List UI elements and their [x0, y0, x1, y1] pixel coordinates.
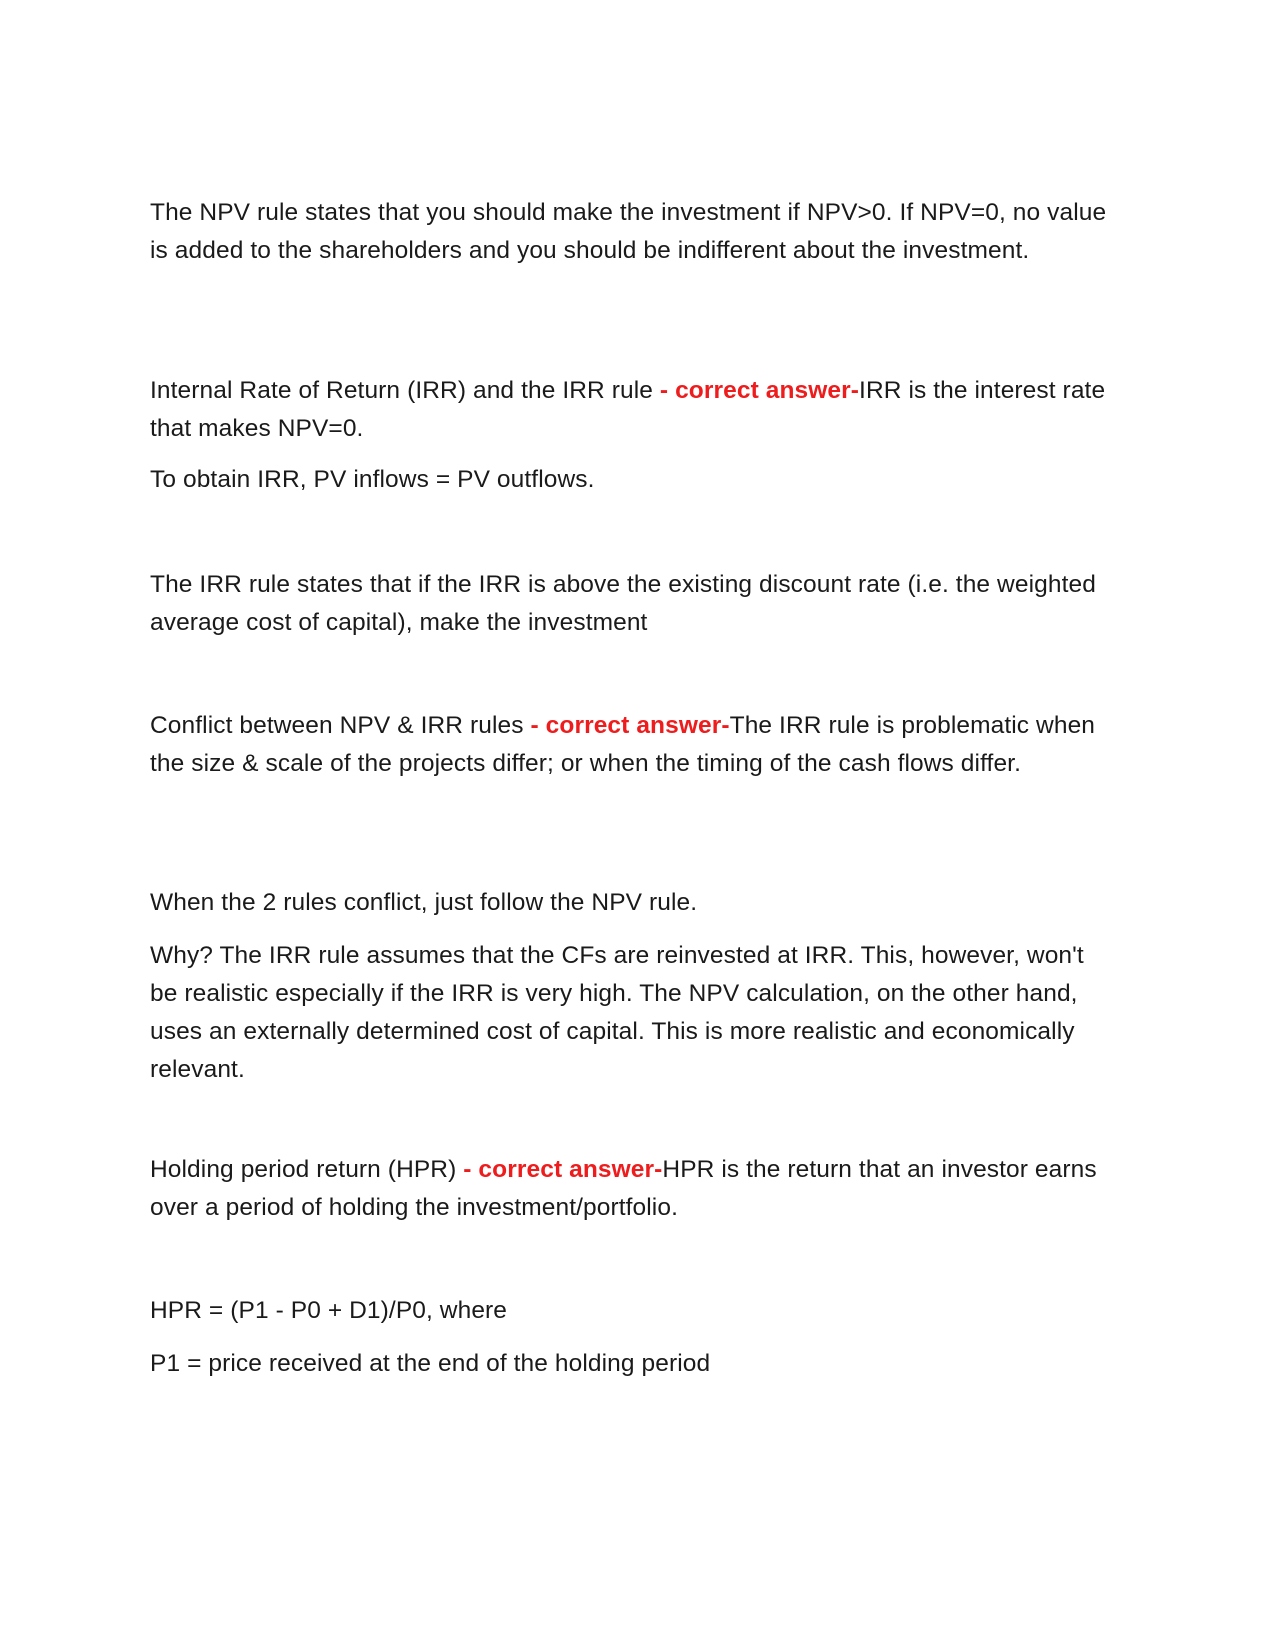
conflict-why-text: Why? The IRR rule assumes that the CFs are reinvested at IRR. This, however, won't be realistic especially if the IRR is very high. The NPV calculation, on the other hand, uses an externally determined cost of capital. This is more realistic and economically relevant.: [150, 942, 1084, 1083]
irr-rule-paragraph: [150, 566, 1110, 642]
conflict-why-paragraph: [150, 937, 1110, 1089]
conflict-follow-paragraph: [150, 884, 1110, 922]
irr-rule-text: The IRR rule states that if the IRR is above the existing discount rate (i.e. the weighted average cost of capital), make the investment: [150, 571, 1096, 636]
hpr-p1-paragraph: [150, 1345, 1110, 1383]
hpr-question-paragraph: [150, 1151, 1110, 1227]
irr-question-paragraph: [150, 372, 1110, 448]
irr-obtain-text: To obtain IRR, PV inflows = PV outflows.: [150, 466, 595, 493]
correct-answer-label: - correct answer-: [530, 712, 730, 739]
irr-answer-text: IRR is the interest rate that makes NPV=0.: [150, 377, 1106, 442]
conflict-question-text: Conflict between NPV & IRR rules: [150, 712, 531, 739]
conflict-answer-text: The IRR rule is problematic when the size & scale of the projects differ; or when the timing of the cash flows differ.: [150, 712, 1096, 777]
hpr-answer-text: HPR is the return that an investor earns over a period of holding the investment/portfolio.: [150, 1156, 1097, 1221]
correct-answer-label: - correct answer-: [463, 1156, 663, 1183]
irr-obtain-paragraph: [150, 461, 1110, 499]
hpr-question-text: Holding period return (HPR): [150, 1156, 464, 1183]
correct-answer-label: - correct answer-: [659, 377, 860, 404]
conflict-follow-text: When the 2 rules conflict, just follow the NPV rule.: [150, 889, 698, 916]
hpr-formula-text: HPR = (P1 - P0 + D1)/P0, where: [150, 1297, 508, 1324]
npv-rule-paragraph: [150, 194, 1110, 270]
hpr-formula-paragraph: [150, 1292, 1110, 1330]
npv-rule-text: The NPV rule states that you should make the investment if NPV>0. If NPV=0, no value is added to the shareholders and you should be indifferent about the investment.: [150, 199, 1107, 264]
hpr-p1-text: P1 = price received at the end of the holding period: [150, 1350, 711, 1377]
conflict-question-paragraph: [150, 707, 1110, 783]
irr-question-text: Internal Rate of Return (IRR) and the IRR rule: [150, 377, 660, 404]
